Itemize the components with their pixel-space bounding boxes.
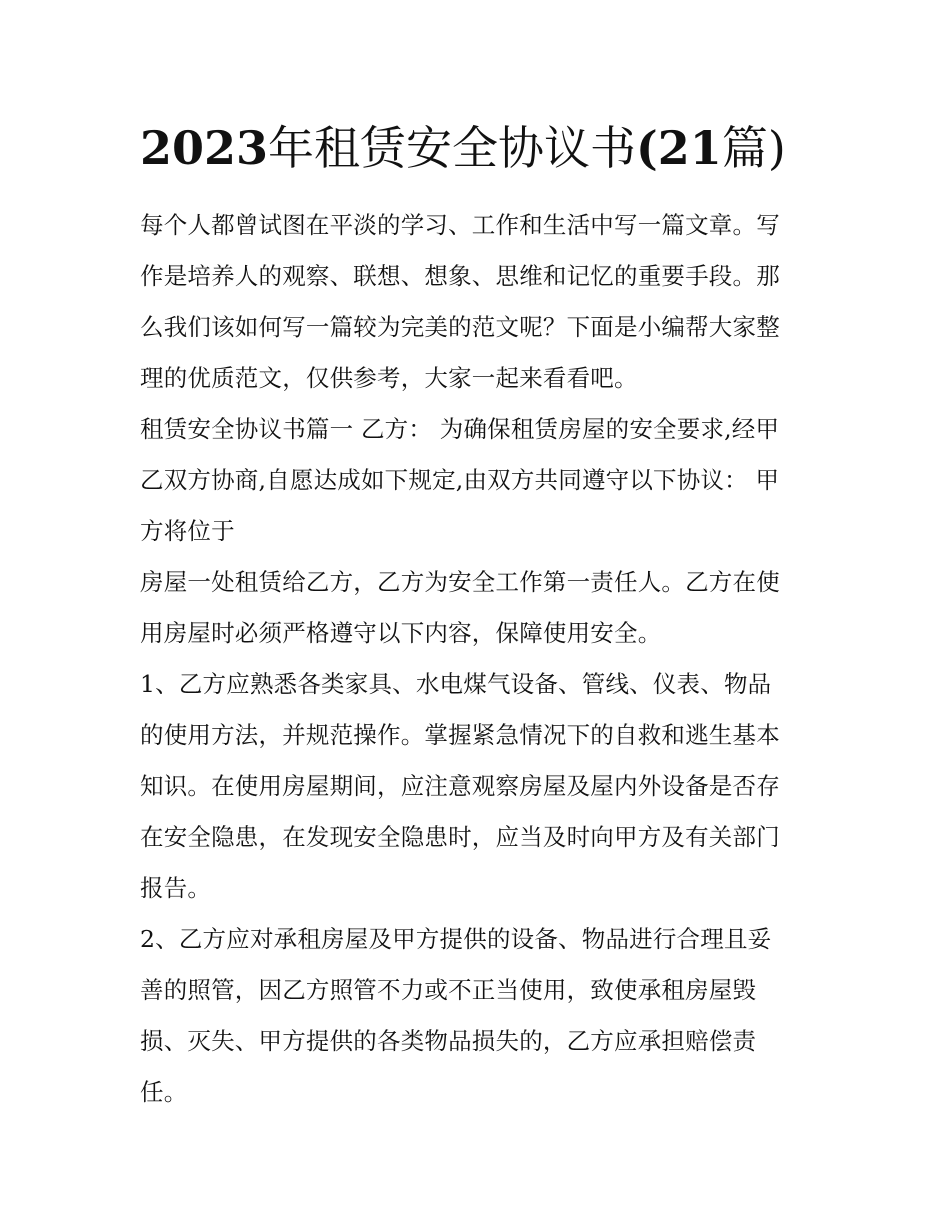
text-line: 么我们该如何写一篇较为完美的范文呢？下面是小编帮大家整 [140, 313, 780, 341]
text-line: 在安全隐患，在发现安全隐患时，应当及时向甲方及有关部门 [140, 823, 780, 851]
text-line: 用房屋时必须严格遵守以下内容，保障使用安全。 [140, 619, 662, 647]
text-line: 知识。在使用房屋期间，应注意观察房屋及屋内外设备是否存 [140, 772, 780, 800]
text-line: 损、灭失、甲方提供的各类物品损失的，乙方应承担赔偿责 [140, 1027, 757, 1055]
text-line: 任。 [140, 1078, 188, 1106]
text-line: 1、乙方应熟悉各类家具、水电煤气设备、管线、仪表、物品 [140, 670, 772, 698]
text-line: 乙双方协商,自愿达成如下规定,由双方共同遵守以下协议： 甲 [140, 466, 780, 494]
text-line: 的使用方法，并规范操作。掌握紧急情况下的自救和逃生基本 [140, 721, 780, 749]
title-year: 2023 [140, 121, 269, 175]
text-line: 善的照管，因乙方照管不力或不正当使用，致使承租房屋毁 [140, 976, 757, 1004]
text-line: 房屋一处租赁给乙方，乙方为安全工作第一责任人。乙方在使 [140, 568, 780, 596]
title-suffix: 篇) [721, 121, 786, 175]
title-count: (21 [636, 121, 722, 175]
text-line: 作是培养人的观察、联想、想象、思维和记忆的重要手段。那 [140, 262, 780, 290]
document-body [140, 200, 820, 1118]
document-title [140, 118, 840, 178]
text-line: 方将位于 [140, 517, 235, 545]
text-line: 租赁安全协议书篇一 乙方： 为确保租赁房屋的安全要求,经甲 [140, 415, 780, 443]
title-main: 年租赁安全协议书 [268, 121, 637, 175]
text-line: 2、乙方应对承租房屋及甲方提供的设备、物品进行合理且妥 [140, 925, 772, 953]
text-line: 理的优质范文，仅供参考，大家一起来看看吧。 [140, 364, 638, 392]
text-line: 每个人都曾试图在平淡的学习、工作和生活中写一篇文章。写 [140, 211, 780, 239]
text-line: 报告。 [140, 874, 212, 902]
